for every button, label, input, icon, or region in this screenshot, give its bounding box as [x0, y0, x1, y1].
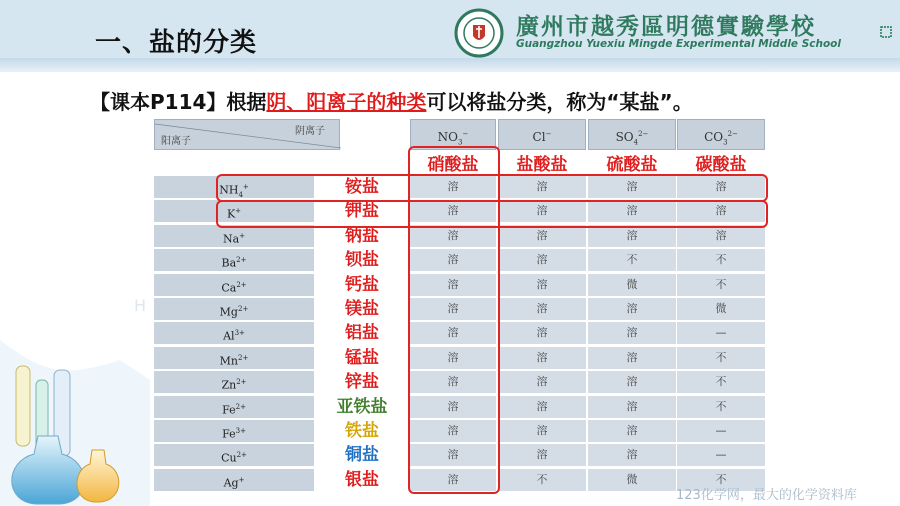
- cation-charge: +: [235, 207, 242, 216]
- anion-symbol: CO: [704, 130, 724, 144]
- anion-charge: 2−: [727, 130, 738, 138]
- solubility-cell: 溶: [410, 298, 496, 320]
- cation-charge: 2+: [235, 402, 246, 411]
- cation-symbol: Cu: [221, 452, 237, 466]
- solubility-cell: 溶: [410, 371, 496, 393]
- solubility-cell: 溶: [410, 322, 496, 344]
- solubility-cell: 溶: [588, 371, 676, 393]
- cation-symbol: Ag: [223, 476, 239, 490]
- solubility-cell: 微: [677, 298, 765, 320]
- solubility-cell: 溶: [588, 396, 676, 418]
- solubility-cell: 溶: [588, 200, 676, 222]
- section-title: 一、盐的分类: [95, 28, 258, 58]
- anion-axis-label: 阴离子: [295, 126, 325, 137]
- solubility-cell: 不: [588, 249, 676, 271]
- anion-symbol: SO: [615, 130, 634, 144]
- solubility-cell: —: [677, 322, 765, 344]
- solubility-cell: 溶: [498, 371, 586, 393]
- anion-salt-name-2: 硫酸盐: [606, 155, 658, 175]
- solubility-cell: 溶: [498, 200, 586, 222]
- table-corner-cell: [154, 119, 340, 150]
- salt-name: 钡盐: [345, 250, 379, 271]
- solubility-cell: 溶: [588, 298, 676, 320]
- solubility-cell: 溶: [498, 444, 586, 466]
- solubility-cell: 溶: [410, 274, 496, 296]
- cation-cell: [154, 322, 314, 344]
- anion-subscript: 3: [723, 138, 728, 147]
- cation-charge: 2+: [236, 451, 247, 460]
- cation-cell: [154, 420, 314, 442]
- anion-salt-name-1: 盐酸盐: [516, 155, 568, 175]
- anion-subscript: 4: [633, 138, 639, 147]
- salt-name: 镁盐: [345, 299, 379, 319]
- solubility-cell: 溶: [498, 274, 586, 296]
- salt-name: 钙盐: [345, 274, 379, 295]
- solubility-cell: 溶: [677, 176, 765, 198]
- salt-name: 锰盐: [345, 347, 379, 368]
- solubility-cell: 微: [588, 469, 676, 491]
- cation-charge: +: [239, 231, 246, 240]
- lab-flask-icon: [0, 340, 150, 506]
- cation-cell: [154, 469, 314, 491]
- anion-charge: −: [462, 130, 469, 138]
- ammonium-row-highlight: [216, 174, 768, 202]
- cation-cell: [154, 225, 314, 247]
- slide-header: [0, 0, 900, 72]
- cation-symbol: Ba: [221, 256, 237, 270]
- source-credit: 123化学网，最大的化学资料库: [676, 488, 857, 503]
- solubility-cell: 不: [677, 274, 765, 296]
- intro-part-1: 【课本P114】根据: [90, 90, 267, 114]
- cation-charge: +: [238, 475, 245, 484]
- solubility-cell: 溶: [410, 200, 496, 222]
- solubility-cell: 溶: [410, 225, 496, 247]
- cation-symbol: Al: [223, 330, 235, 344]
- solubility-cell: 溶: [498, 420, 586, 442]
- anion-salt-name-3: 碳酸盐: [695, 155, 747, 175]
- cation-charge: 2+: [236, 280, 247, 289]
- salt-name: 钾盐: [345, 201, 379, 222]
- solubility-cell: 不: [677, 347, 765, 369]
- solubility-cell: 微: [588, 274, 676, 296]
- anion-symbol: NO: [437, 130, 458, 144]
- salt-name: 钠盐: [345, 225, 379, 246]
- school-name-cn: 廣州市越秀區明德實驗學校: [516, 13, 816, 40]
- cation-symbol: Ca: [221, 281, 237, 295]
- solubility-cell: 不: [677, 396, 765, 418]
- school-name-en: Guangzhou Yuexiu Mingde Experimental Middle School: [516, 38, 841, 50]
- solubility-cell: 溶: [677, 200, 765, 222]
- solubility-cell: 溶: [498, 322, 586, 344]
- anion-header-1: [498, 119, 586, 150]
- watermark-letter: H: [134, 296, 147, 315]
- intro-part-2: 可以将盐分类，称为“某盐”。: [426, 90, 693, 114]
- anion-header-3: [677, 119, 765, 150]
- salt-name: 铁盐: [345, 421, 379, 441]
- anion-charge: −: [545, 130, 552, 138]
- cation-symbol: Zn: [221, 378, 237, 392]
- solubility-cell: 不: [677, 249, 765, 271]
- solubility-cell: 溶: [588, 347, 676, 369]
- solubility-cell: —: [677, 420, 765, 442]
- solubility-cell: 溶: [588, 322, 676, 344]
- cation-cell: [154, 347, 314, 369]
- solubility-cell: 溶: [410, 176, 496, 198]
- salt-name: 铜盐: [345, 445, 379, 466]
- solubility-cell: 溶: [588, 420, 676, 442]
- solubility-cell: 溶: [498, 396, 586, 418]
- cation-charge: 2+: [237, 305, 249, 313]
- solubility-cell: 不: [498, 469, 586, 491]
- cation-cell: [154, 298, 314, 320]
- salt-name: 铝盐: [345, 323, 379, 344]
- solubility-cell: 不: [677, 371, 765, 393]
- cation-symbol: Mn: [219, 354, 239, 368]
- cation-charge: +: [242, 183, 249, 191]
- intro-highlight: 阴、阳离子的种类: [266, 90, 427, 114]
- cation-charge: 2+: [236, 256, 247, 265]
- cation-charge: 3+: [235, 427, 246, 435]
- cation-symbol: Na: [222, 232, 240, 246]
- header-band: [0, 58, 900, 72]
- solubility-cell: —: [677, 444, 765, 466]
- cation-symbol: Fe: [222, 403, 236, 417]
- cation-cell: [154, 396, 314, 418]
- anion-subscript: 3: [458, 138, 463, 147]
- solubility-cell: 溶: [410, 444, 496, 466]
- anion-salt-name-0: 硝酸盐: [427, 155, 479, 175]
- cation-cell: [154, 249, 314, 271]
- solubility-cell: 溶: [498, 347, 586, 369]
- solubility-cell: 溶: [410, 396, 496, 418]
- cation-cell: [154, 444, 314, 466]
- solubility-cell: 溶: [498, 298, 586, 320]
- cation-charge: 2+: [236, 378, 247, 387]
- solubility-cell: 溶: [588, 225, 676, 247]
- salt-name: 锌盐: [345, 372, 379, 393]
- anion-charge: 2−: [638, 130, 649, 138]
- solubility-cell: 溶: [588, 444, 676, 466]
- cation-symbol: K: [226, 208, 236, 222]
- salt-name: 银盐: [345, 469, 379, 490]
- solubility-cell: 溶: [410, 249, 496, 271]
- salt-name: 铵盐: [345, 177, 379, 197]
- cation-symbol: Mg: [219, 305, 238, 319]
- cation-cell: [154, 274, 314, 296]
- solubility-cell: 溶: [498, 176, 586, 198]
- school-emblem-icon: [454, 8, 504, 58]
- potassium-row-highlight: [216, 200, 768, 228]
- solubility-cell: 溶: [498, 249, 586, 271]
- solubility-cell: 溶: [410, 347, 496, 369]
- solubility-cell: 溶: [588, 176, 676, 198]
- cation-subscript: 4: [238, 190, 243, 199]
- anion-header-2: [588, 119, 676, 150]
- cation-cell: [154, 371, 314, 393]
- cation-charge: 2+: [238, 353, 249, 362]
- solubility-cell: 溶: [498, 225, 586, 247]
- solubility-cell: 不: [677, 469, 765, 491]
- corner-square-icon: [880, 26, 892, 38]
- solubility-cell: 溶: [677, 225, 765, 247]
- cation-symbol: NH: [219, 183, 239, 197]
- cation-axis-label: 阳离子: [161, 136, 191, 147]
- salt-name: 亚铁盐: [336, 396, 388, 417]
- cation-charge: 3+: [234, 329, 245, 338]
- solubility-cell: 溶: [410, 420, 496, 442]
- cation-symbol: Fe: [222, 427, 236, 441]
- intro-sentence: [90, 86, 693, 115]
- solubility-cell: 溶: [410, 469, 496, 491]
- anion-symbol: Cl: [532, 130, 546, 144]
